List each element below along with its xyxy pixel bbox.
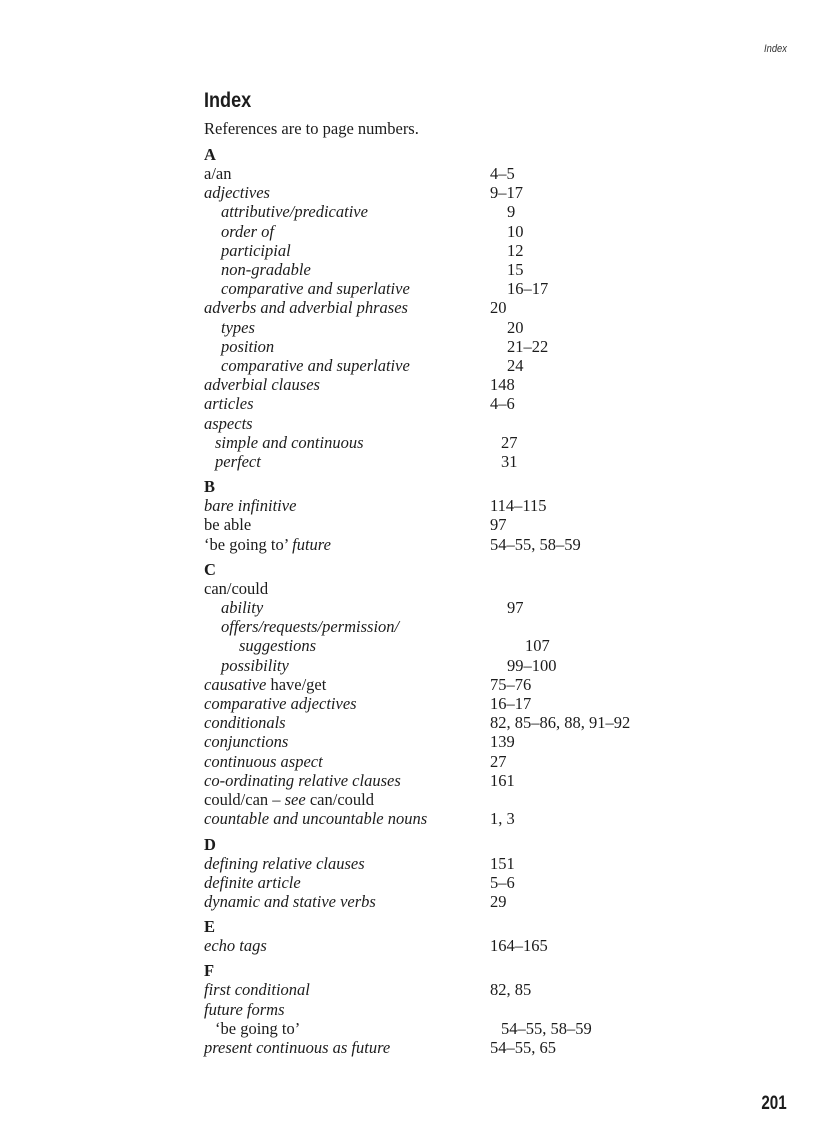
entry-pages: 161 (490, 770, 515, 790)
index-entry (204, 279, 724, 298)
index-entry (204, 617, 724, 636)
index-entry (204, 260, 724, 279)
entry-pages: 10 (507, 221, 524, 241)
page-title: Index (204, 89, 252, 112)
index-entry (204, 535, 724, 554)
entry-term: first conditional (204, 980, 310, 1000)
entry-pages: 82, 85–86, 88, 91–92 (490, 713, 631, 733)
index-entry (204, 752, 724, 771)
index-entry (204, 298, 724, 317)
index-entry (204, 598, 724, 617)
section-e (204, 917, 724, 955)
entry-term: adverbial clauses (204, 375, 320, 395)
entry-term (204, 790, 490, 809)
index-entry (204, 375, 724, 394)
entry-pages: 29 (490, 891, 507, 911)
index-entry (204, 809, 724, 828)
entry-pages: 139 (490, 732, 515, 752)
entry-pages: 97 (490, 515, 507, 535)
entry-term: adverbs and adverbial phrases (204, 298, 408, 318)
section-letter: D (204, 834, 216, 854)
entry-term: suggestions (239, 636, 317, 656)
entry-term-plain: ‘be going to’ (204, 534, 293, 554)
entry-term: aspects (204, 413, 253, 433)
index-entry (204, 713, 724, 732)
entry-pages: 21–22 (507, 336, 549, 356)
index-entry (204, 183, 724, 202)
entry-pages: 164–165 (490, 936, 548, 956)
entry-pages: 4–5 (490, 164, 515, 183)
running-head: Index (764, 43, 787, 55)
entry-term-italic: future (292, 534, 331, 554)
entry-pages: 9–17 (490, 183, 523, 203)
index-entry (204, 222, 724, 241)
entry-term: definite article (204, 872, 301, 892)
entry-term: future forms (204, 999, 285, 1019)
entry-term: bare infinitive (204, 496, 297, 516)
entry-term: ‘be going to’ (215, 1018, 301, 1038)
entry-pages: 54–55, 65 (490, 1037, 556, 1057)
entry-term (204, 535, 490, 554)
entry-term: comparative and superlative (221, 356, 410, 376)
index-entry (204, 1019, 724, 1038)
index-entry (204, 356, 724, 375)
index-entry (204, 202, 724, 221)
entry-term: participial (221, 240, 291, 260)
section-letter: E (204, 917, 216, 937)
entry-term-see: see (284, 790, 306, 810)
page-number: 201 (761, 1093, 787, 1114)
entry-term: comparative and superlative (221, 279, 410, 299)
entry-pages: 27 (490, 751, 507, 771)
entry-pages: 12 (507, 240, 524, 260)
entry-term: non-gradable (221, 260, 311, 280)
index-entry (204, 892, 724, 911)
section-letter: A (204, 145, 216, 164)
entry-term: position (221, 336, 275, 356)
entry-pages: 20 (507, 317, 524, 337)
index-entry (204, 318, 724, 337)
entry-pages: 24 (507, 356, 524, 376)
entry-term: conditionals (204, 713, 286, 733)
entry-pages: 16–17 (507, 279, 549, 299)
entry-term: dynamic and stative verbs (204, 891, 376, 911)
intro-text: References are to page numbers. (204, 119, 419, 138)
entry-pages: 31 (501, 452, 518, 472)
entry-term: co-ordinating relative clauses (204, 770, 401, 790)
entry-term: a/an (204, 164, 232, 183)
entry-term (204, 675, 490, 694)
entry-pages: 54–55, 58–59 (501, 1018, 592, 1038)
entry-pages: 1, 3 (490, 809, 515, 829)
index-entry (204, 771, 724, 790)
entry-term: countable and uncountable nouns (204, 809, 428, 829)
entry-term: simple and continuous (215, 432, 364, 452)
entry-pages: 9 (507, 202, 516, 222)
section-letter: B (204, 477, 216, 497)
section-a (204, 145, 724, 471)
index-entry (204, 496, 724, 515)
entry-term-plain: can/could (305, 790, 374, 810)
entry-term: offers/requests/permission/ (221, 617, 400, 637)
index-content (204, 88, 724, 1057)
entry-pages: 27 (501, 432, 518, 452)
entry-term: possibility (221, 655, 289, 675)
entry-term: order of (221, 221, 275, 241)
entry-term: types (221, 317, 255, 337)
entry-term-plain: have/get (266, 674, 327, 694)
entry-term: perfect (215, 452, 261, 472)
index-entry (204, 579, 724, 598)
index-entry (204, 936, 724, 955)
entry-term: ability (221, 598, 264, 618)
entry-term: can/could (204, 578, 269, 598)
entry-pages: 75–76 (490, 674, 532, 694)
index-entry (204, 515, 724, 534)
section-f (204, 961, 724, 1057)
index-entry (204, 873, 724, 892)
entry-pages: 4–6 (490, 394, 515, 414)
entry-pages: 97 (507, 598, 524, 618)
entry-pages: 5–6 (490, 872, 515, 892)
index-entry (204, 1000, 724, 1019)
entry-term: present continuous as future (204, 1037, 391, 1057)
entry-term: adjectives (204, 183, 270, 203)
entry-pages: 114–115 (490, 496, 547, 516)
index-entry (204, 394, 724, 413)
index-entry (204, 656, 724, 675)
entry-pages: 15 (507, 260, 524, 280)
entry-term: attributive/predicative (221, 202, 368, 222)
entry-term: articles (204, 394, 254, 414)
entry-term: be able (204, 515, 252, 535)
entry-pages: 20 (490, 298, 507, 318)
entry-pages: 151 (490, 853, 515, 873)
index-entry (204, 790, 724, 809)
entry-pages: 54–55, 58–59 (490, 534, 581, 554)
entry-term: comparative adjectives (204, 694, 357, 714)
entry-term: conjunctions (204, 732, 289, 752)
index-entry (204, 980, 724, 999)
index-entry (204, 241, 724, 260)
section-b (204, 477, 724, 554)
section-letter: C (204, 559, 216, 579)
index-entry (204, 694, 724, 713)
section-letter: F (204, 961, 215, 981)
entry-pages: 99–100 (507, 655, 557, 675)
entry-pages: 82, 85 (490, 980, 532, 1000)
index-entry (204, 337, 724, 356)
index-entry (204, 854, 724, 873)
entry-term: continuous aspect (204, 751, 323, 771)
index-entry (204, 414, 724, 433)
index-entry (204, 433, 724, 452)
entry-pages: 148 (490, 375, 515, 395)
entry-term-italic: causative (204, 674, 267, 694)
index-entry (204, 732, 724, 751)
index-entry (204, 164, 724, 183)
entry-term-plain: could/can – (204, 790, 285, 810)
entry-term: echo tags (204, 936, 267, 956)
index-entry (204, 452, 724, 471)
section-d (204, 835, 724, 912)
index-entry (204, 1038, 724, 1057)
entry-term: defining relative clauses (204, 853, 365, 873)
entry-pages: 107 (525, 636, 550, 656)
entry-pages: 16–17 (490, 694, 532, 714)
index-entry (204, 675, 724, 694)
index-entry (204, 636, 724, 655)
section-c (204, 560, 724, 829)
